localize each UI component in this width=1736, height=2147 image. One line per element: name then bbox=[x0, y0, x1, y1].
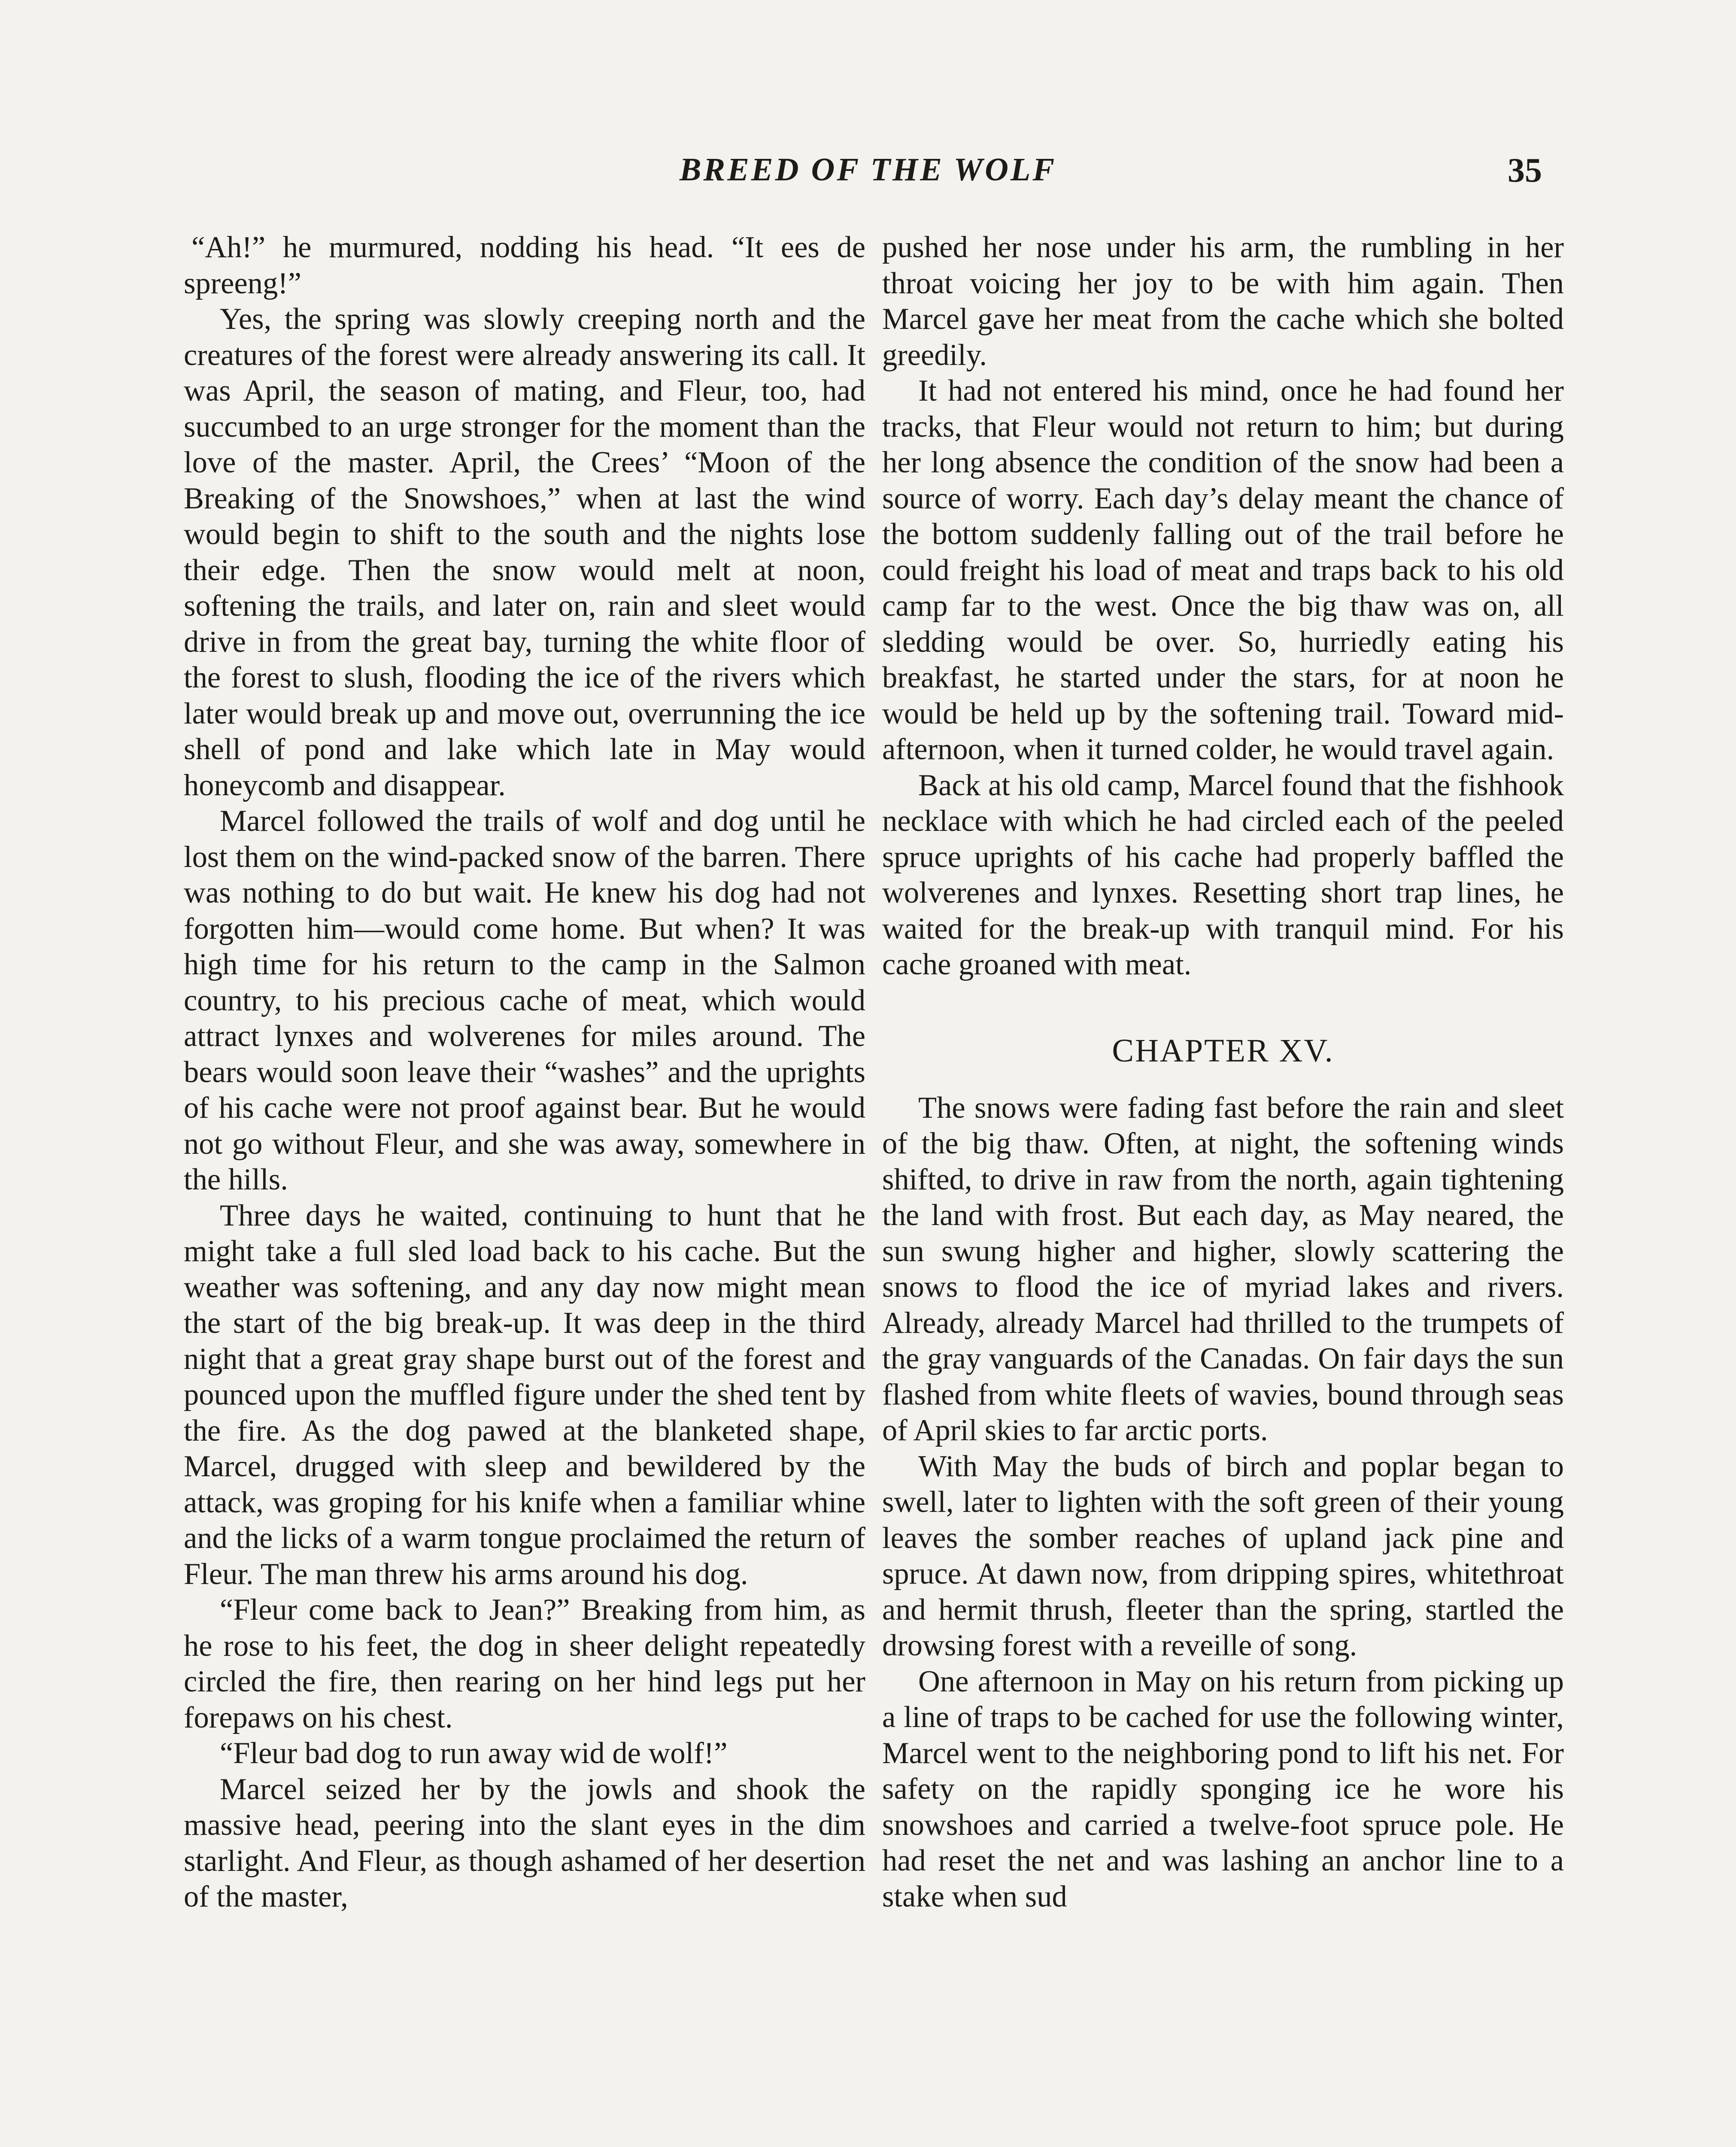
paragraph: The snows were fading fast before the rain and sleet of the big thaw. Often, at night, the softening winds shifted, to drive in raw from the north, again tightening the land with frost. But each day, as May neared, the sun swung higher and higher, slowly scattering the snows to flood the ice of myriad lakes and rivers. Already, already Marcel had thrilled to the trumpets of the gray vanguards of the Canadas. On fair days the sun flashed from white fleets of wavies, bound through seas of April skies to far arctic ports. bbox=[882, 1091, 1564, 1447]
paragraph: One afternoon in May on his return from picking up a line of traps to be cached for use the following winter, Marcel went to the neighboring pond to lift his net. For safety on the rapidly sponging ice he wore his snowshoes and carried a twelve-foot spruce pole. He had reset the net and was lashing an anchor line to a stake when sud bbox=[882, 1664, 1564, 1913]
chapter-heading: CHAPTER XV. bbox=[1112, 1032, 1334, 1069]
paragraph: Back at his old camp, Marcel found that the fishhook necklace with which he had circled each of the peeled spruce uprights of his cache had properly baffled the wolverenes and lynxes. Resetting short trap lines, he waited for the break-up with tranquil mind. For his cache groaned with meat. bbox=[882, 768, 1564, 981]
paragraph: Yes, the spring was slowly creeping north and the creatures of the forest were already answering its call. It was April, the season of mating, and Fleur, too, had succumbed to an urge stronger for the moment than the love of the master. April, the Crees’ “Moon of the Breaking of the Snowshoes,” when at last the wind would begin to shift to the south and the nights lose their edge. Then the snow would melt at noon, softening the trails, and later on, rain and sleet would drive in from the great bay, turning the white floor of the forest to slush, flooding the ice of the rivers which later would break up and move out, overrunning the ice shell of pond and lake which late in May would honeycomb and disappear. bbox=[184, 302, 865, 802]
paragraph: Three days he waited, continuing to hunt that he might take a full sled load back to his cache. But the weather was softening, and any day now might mean the start of the big break-up. It was deep in the third night that a great gray shape burst out of the forest and pounced upon the muffled figure under the shed tent by the fire. As the dog pawed at the blanketed shape, Marcel, drugged with sleep and bewildered by the attack, was groping for his knife when a familiar whine and the licks of a warm tongue proclaimed the return of Fleur. The man threw his arms around his dog. bbox=[184, 1198, 865, 1591]
paragraph: It had not entered his mind, once he had found her tracks, that Fleur would not return to him; but during her long absence the condition of the snow had been a source of worry. Each day’s delay meant the chance of the bottom suddenly falling out of the trail before he could freight his load of meat and traps back to his old camp far to the west. Once the big thaw was on, all sledding would be over. So, hurriedly eating his breakfast, he started under the stars, for at noon he would be held up by the softening trail. Toward mid-afternoon, when it turned colder, he would travel again. bbox=[882, 374, 1564, 766]
left-column bbox=[184, 230, 865, 1915]
paragraph: With May the buds of birch and poplar began to swell, later to lighten with the soft green of their young leaves the somber reaches of upland jack pine and spruce. At dawn now, from dripping spires, whitethroat and hermit thrush, fleeter than the spring, startled the drowsing forest with a reveille of song. bbox=[882, 1449, 1564, 1662]
paragraph: “Ah!” he murmured, nodding his head. “It ees de spreeng!” bbox=[184, 231, 865, 300]
right-column bbox=[882, 230, 1564, 1915]
paragraph: “Fleur come back to Jean?” Breaking from him, as he rose to his feet, the dog in sheer delight repeatedly circled the fire, then rearing on her hind legs put her forepaws on his chest. bbox=[184, 1593, 865, 1734]
paragraph: “Fleur bad dog to run away wid de wolf!” bbox=[220, 1736, 728, 1770]
running-head: BREED OF THE WOLF bbox=[679, 152, 1057, 188]
paragraph: pushed her nose under his arm, the rumbling in her throat voicing her joy to be with him again. Then Marcel gave her meat from the cache which she bolted greedily. bbox=[882, 231, 1564, 372]
paragraph: Marcel seized her by the jowls and shook the massive head, peering into the slant eyes in the dim starlight. And Fleur, as though ashamed of her desertion of the master, bbox=[184, 1772, 865, 1913]
paragraph: Marcel followed the trails of wolf and dog until he lost them on the wind-packed snow of the barren. There was nothing to do but wait. He knew his dog had not forgotten him—would come home. But when? It was high time for his return to the camp in the Salmon country, to his precious cache of meat, which would attract lynxes and wolverenes for miles around. The bears would soon leave their “washes” and the uprights of his cache were not proof against bear. But he would not go without Fleur, and she was away, somewhere in the hills. bbox=[184, 804, 865, 1196]
page-number: 35 bbox=[1508, 152, 1542, 189]
